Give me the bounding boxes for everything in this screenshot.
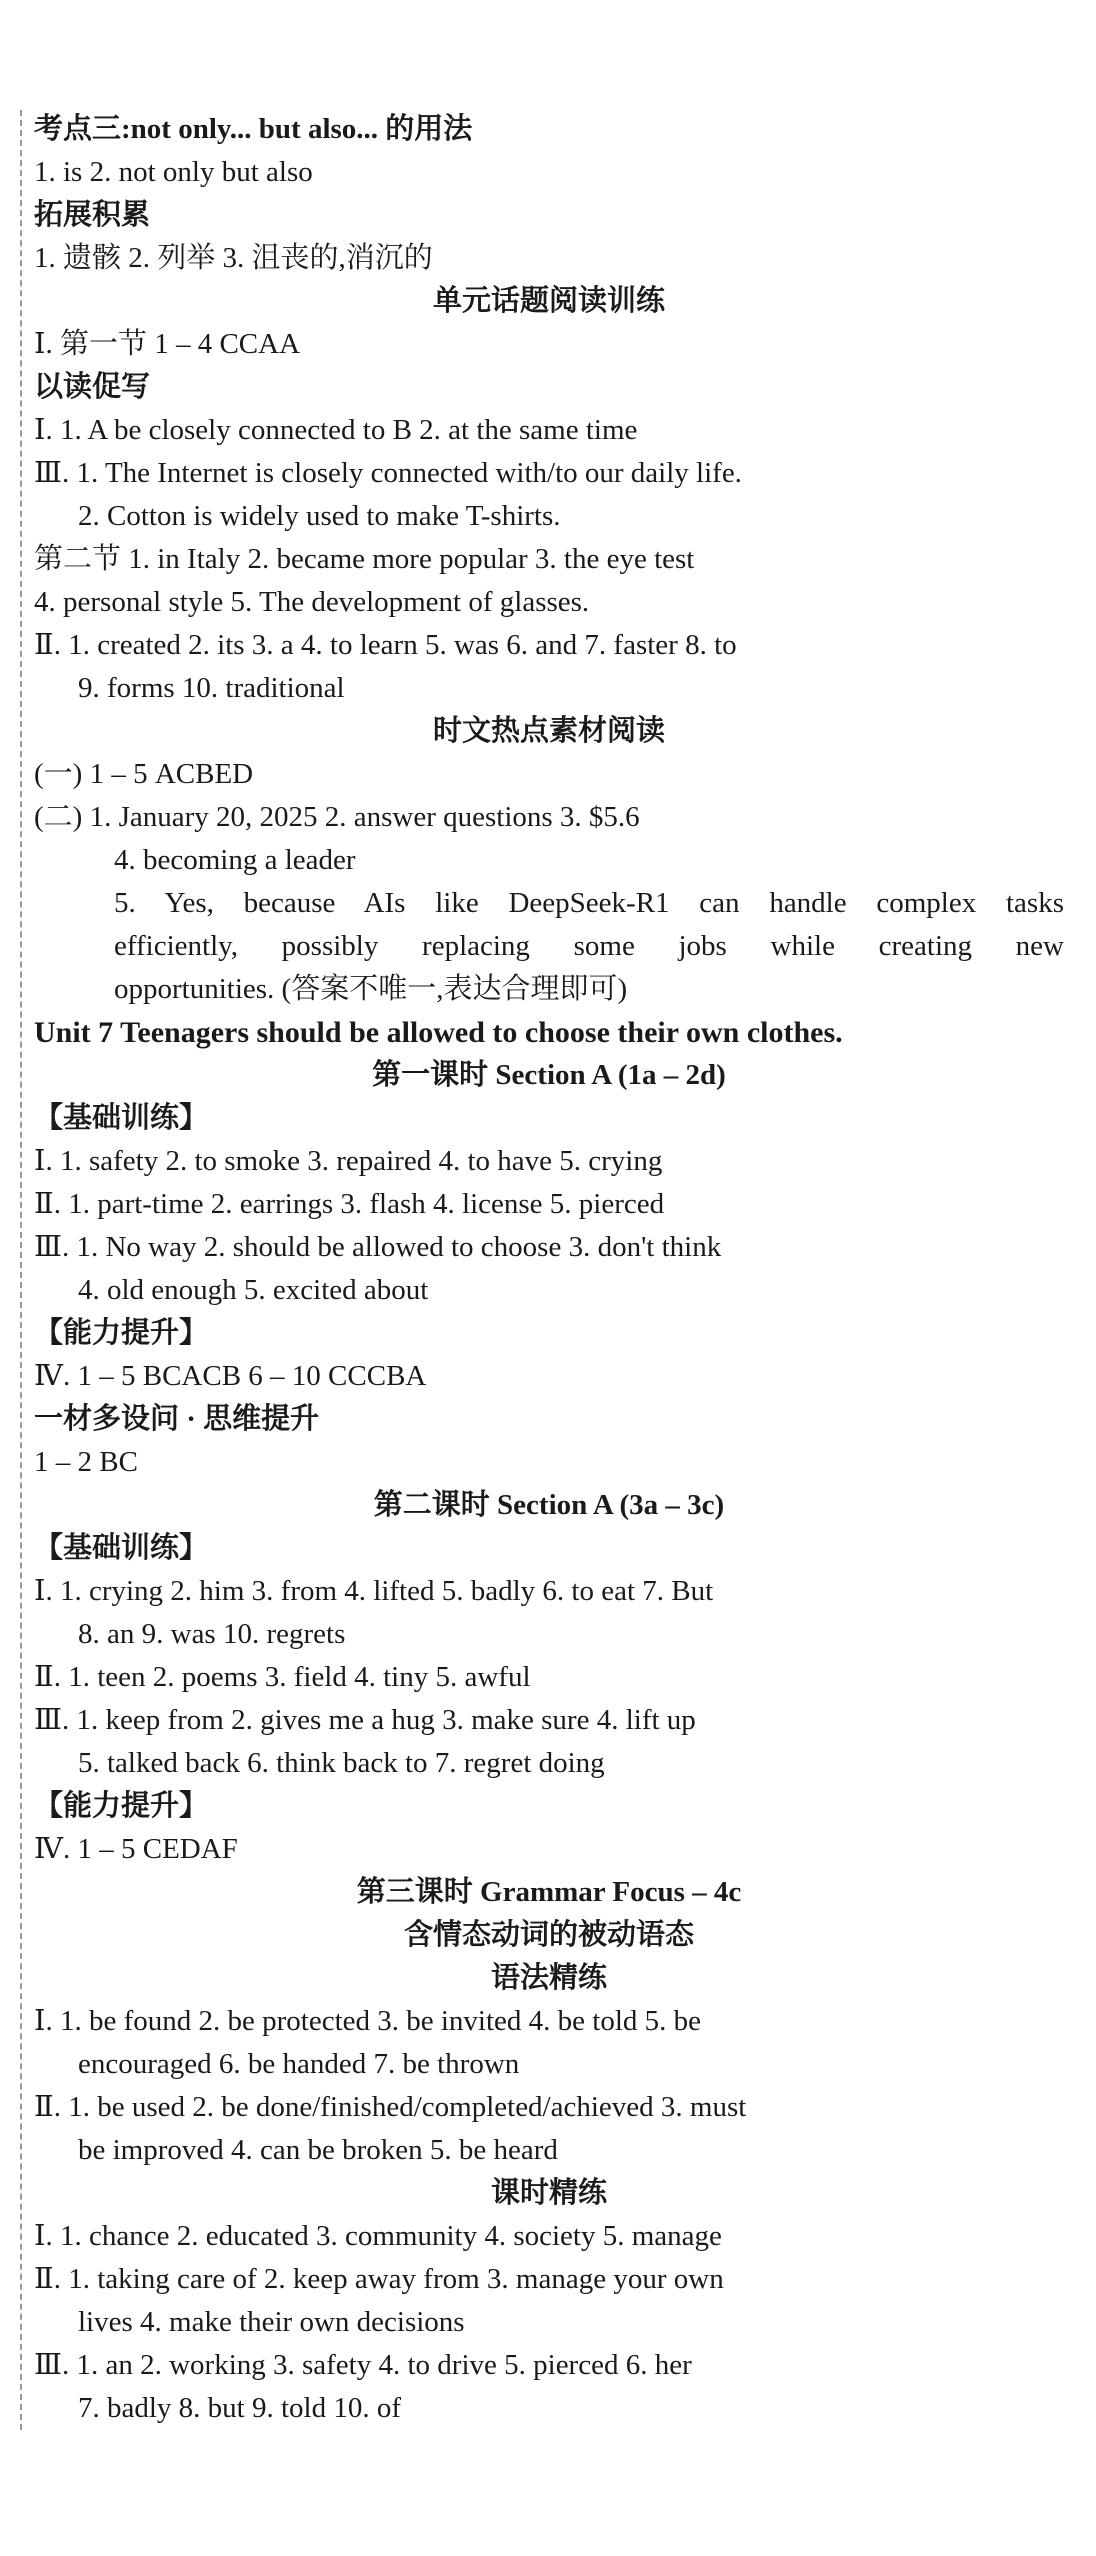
- answer-line: Ⅱ. 1. part-time 2. earrings 3. flash 4. license 5. pierced: [34, 1188, 665, 1220]
- heading-yidu-cuxie: 以读促写: [34, 371, 151, 403]
- grammar-topic-title: 含情态动词的被动语态: [403, 1919, 694, 1951]
- section-title-hot-topics: 时文热点素材阅读: [432, 715, 665, 747]
- answer-line: Ⅰ. 1. A be closely connected to B 2. at the same time: [34, 414, 638, 446]
- section-title-reading: 单元话题阅读训练: [432, 285, 665, 317]
- unit-7-title: Unit 7 Teenagers should be allowed to choose their own clothes.: [34, 1016, 843, 1049]
- answer-line: 4. personal style 5. The development of glasses.: [34, 586, 590, 618]
- answer-line: 7. badly 8. but 9. told 10. of: [78, 2392, 402, 2424]
- answer-line: Ⅰ. 1. be found 2. be protected 3. be invited 4. be told 5. be: [34, 2005, 702, 2037]
- answer-line: 1 – 2 BC: [34, 1446, 138, 1478]
- lesson-3-title: 第三课时 Grammar Focus – 4c: [356, 1876, 742, 1908]
- heading-basic-training: 【基础训练】: [34, 1532, 209, 1564]
- answer-line: lives 4. make their own decisions: [78, 2306, 465, 2338]
- heading-basic-training: 【基础训练】: [34, 1102, 209, 1134]
- answer-line: Ⅰ. 第一节 1 – 4 CCAA: [34, 328, 301, 360]
- answer-line: efficiently, possibly replacing some jobs while creating new: [114, 930, 1064, 962]
- answer-line: Ⅱ. 1. created 2. its 3. a 4. to learn 5. was 6. and 7. faster 8. to: [34, 629, 737, 661]
- answer-line: Ⅰ. 1. safety 2. to smoke 3. repaired 4. to have 5. crying: [34, 1145, 663, 1177]
- lesson-1-title: 第一课时 Section A (1a – 2d): [372, 1059, 726, 1091]
- answer-line: 9. forms 10. traditional: [78, 672, 345, 704]
- answer-line: 5. Yes, because AIs like DeepSeek-R1 can handle complex tasks: [114, 887, 1064, 919]
- heading-ability: 【能力提升】: [34, 1317, 209, 1349]
- margin-dashed-line: [20, 110, 22, 2430]
- answer-line: Ⅱ. 1. taking care of 2. keep away from 3. manage your own: [34, 2263, 724, 2295]
- answer-line: 2. Cotton is widely used to make T-shirts.: [78, 500, 561, 532]
- answer-line: opportunities. (答案不唯一,表达合理即可): [114, 973, 628, 1005]
- heading-tuozhan: 拓展积累: [34, 199, 151, 231]
- lesson-2-title: 第二课时 Section A (3a – 3c): [373, 1489, 725, 1521]
- answer-line: Ⅲ. 1. The Internet is closely connected with/to our daily life.: [34, 457, 742, 489]
- answer-line: 8. an 9. was 10. regrets: [78, 1618, 346, 1650]
- answer-line: Ⅲ. 1. keep from 2. gives me a hug 3. make sure 4. lift up: [34, 1704, 696, 1736]
- answer-line: Ⅲ. 1. No way 2. should be allowed to choose 3. don't think: [34, 1231, 722, 1263]
- answer-line: 1. 遗骸 2. 列举 3. 沮丧的,消沉的: [34, 242, 433, 274]
- answer-line: (二) 1. January 20, 2025 2. answer questions 3. $5.6: [34, 801, 640, 833]
- answer-line: Ⅰ. 1. chance 2. educated 3. community 4. society 5. manage: [34, 2220, 722, 2252]
- heading-ability: 【能力提升】: [34, 1790, 209, 1822]
- answer-line: Ⅲ. 1. an 2. working 3. safety 4. to drive 5. pierced 6. her: [34, 2349, 692, 2381]
- heading-kaodian-3: 考点三:not only... but also... 的用法: [34, 113, 473, 145]
- answer-line: Ⅳ. 1 – 5 BCACB 6 – 10 CCCBA: [34, 1360, 427, 1392]
- answer-line: 第二节 1. in Italy 2. became more popular 3. the eye test: [34, 543, 695, 575]
- answer-line: 4. old enough 5. excited about: [78, 1274, 429, 1306]
- answer-key-page: [34, 108, 1064, 2430]
- answer-line: Ⅱ. 1. teen 2. poems 3. field 4. tiny 5. awful: [34, 1661, 531, 1693]
- heading-multi-question: 一材多设问 · 思维提升: [34, 1403, 320, 1435]
- answer-line: 5. talked back 6. think back to 7. regret doing: [78, 1747, 605, 1779]
- grammar-practice-title: 语法精练: [490, 1962, 607, 1994]
- answer-line: (一) 1 – 5 ACBED: [34, 758, 254, 790]
- answer-line: 1. is 2. not only but also: [34, 156, 313, 188]
- answer-line: be improved 4. can be broken 5. be heard: [78, 2134, 558, 2166]
- answer-line: 4. becoming a leader: [114, 844, 356, 876]
- answer-line: Ⅳ. 1 – 5 CEDAF: [34, 1833, 238, 1865]
- answer-line: encouraged 6. be handed 7. be thrown: [78, 2048, 520, 2080]
- lesson-practice-title: 课时精练: [490, 2177, 607, 2209]
- answer-line: Ⅰ. 1. crying 2. him 3. from 4. lifted 5. badly 6. to eat 7. But: [34, 1575, 714, 1607]
- answer-line: Ⅱ. 1. be used 2. be done/finished/completed/achieved 3. must: [34, 2091, 747, 2123]
